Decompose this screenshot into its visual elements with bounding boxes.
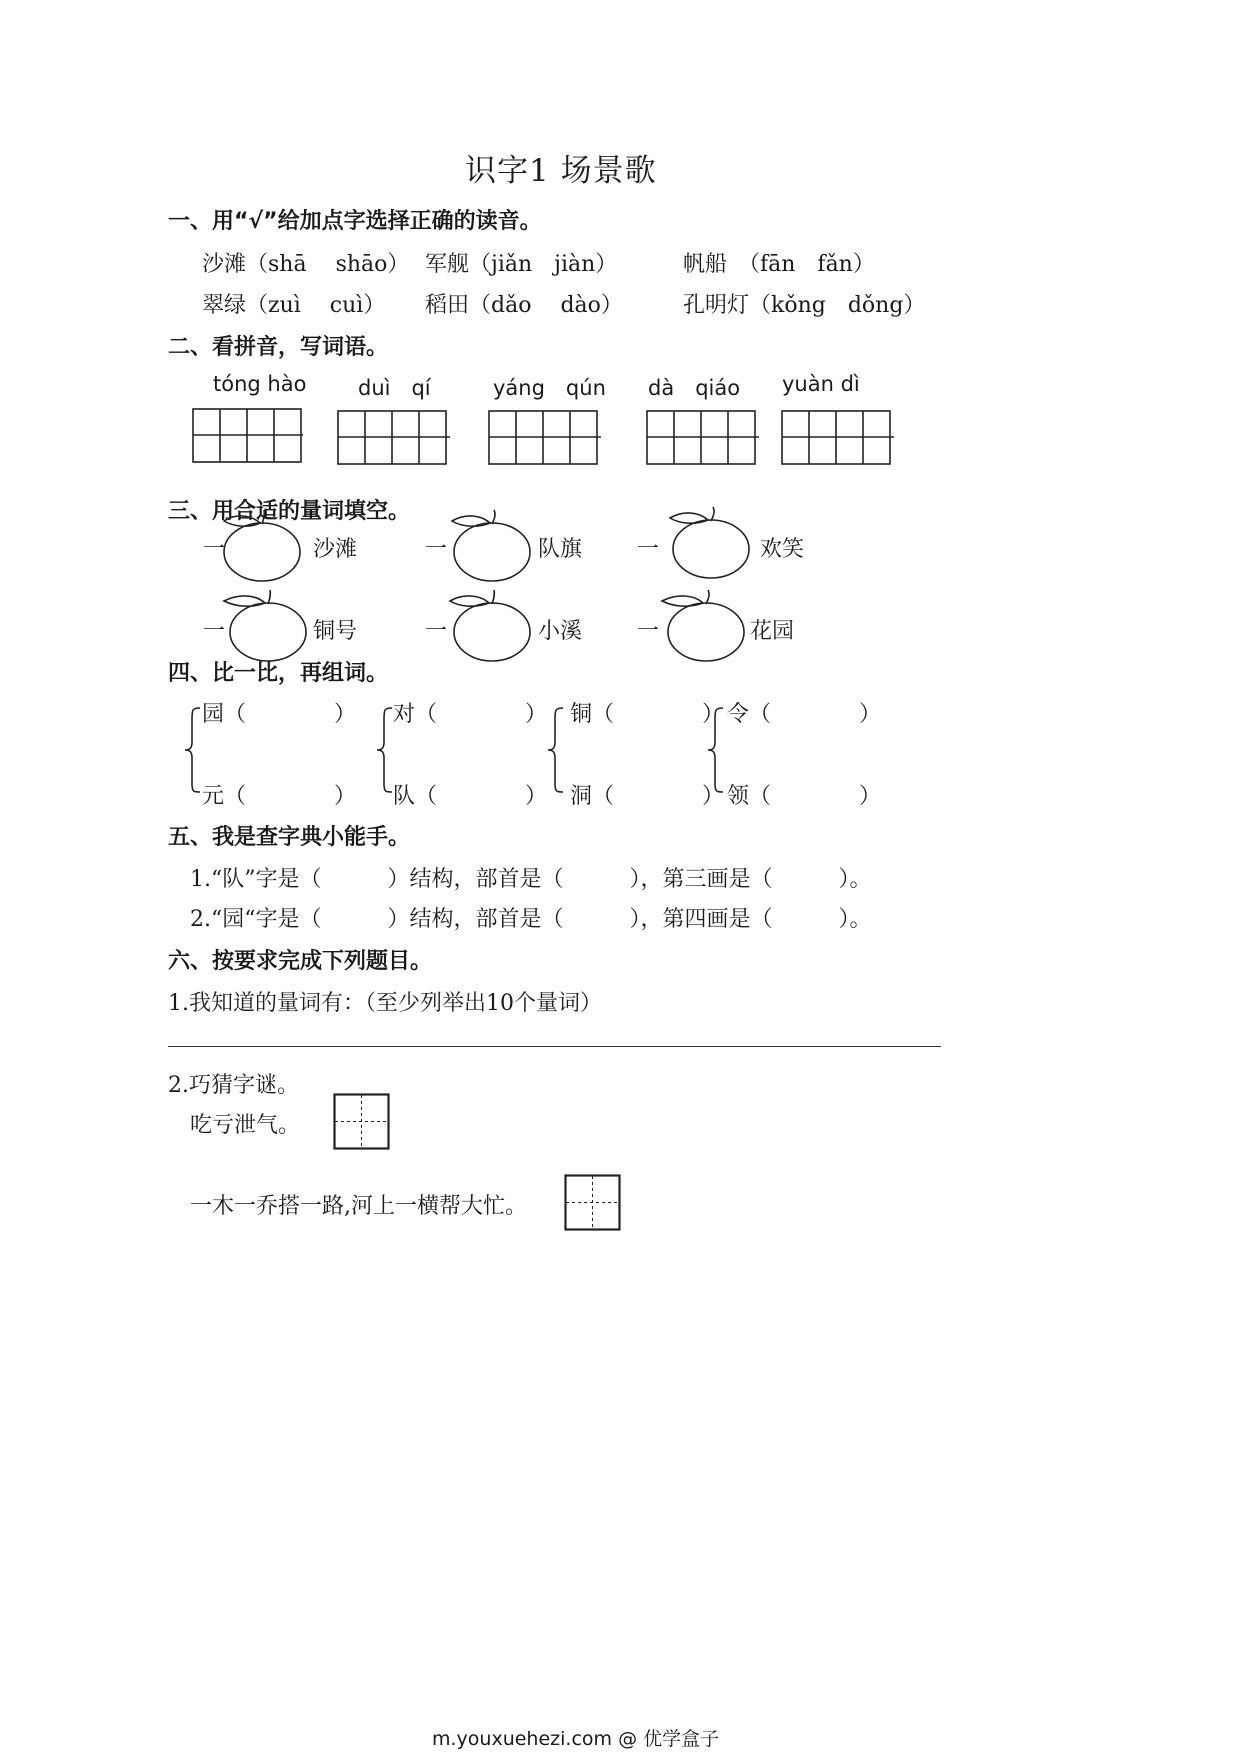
measure-noun-6: 花园 bbox=[750, 619, 795, 644]
measure-noun-5: 小溪 bbox=[538, 619, 583, 644]
riddle-answer-box-2[interactable] bbox=[564, 1174, 622, 1232]
pinyin-4: dà qiáo bbox=[648, 376, 741, 400]
answer-line[interactable] bbox=[168, 1046, 941, 1047]
writing-grid-2[interactable] bbox=[337, 410, 451, 466]
apple-blank-6[interactable] bbox=[648, 588, 748, 664]
page-title: 识字1 场景歌 bbox=[465, 153, 657, 189]
brace-1 bbox=[182, 700, 204, 800]
measure-noun-2: 队旗 bbox=[538, 537, 583, 562]
section-3-heading: 三、用合适的量词填空。 bbox=[168, 499, 411, 524]
writing-grid-5[interactable] bbox=[781, 410, 895, 466]
section-6-heading: 六、按要求完成下列题目。 bbox=[168, 949, 433, 974]
measure-prefix: 一 bbox=[425, 537, 448, 562]
apple-blank-2[interactable] bbox=[446, 508, 536, 584]
reading-choice-6[interactable]: 孔明灯（kǒng dǒng） bbox=[683, 293, 926, 318]
pinyin-1: tóng hào bbox=[213, 372, 307, 396]
compare-word-1a[interactable]: 园（ ） bbox=[202, 702, 357, 727]
writing-grid-4[interactable] bbox=[646, 410, 760, 466]
dictionary-question-2[interactable]: 2.“园“字是（ ）结构，部首是（ ），第四画是（ ）。 bbox=[190, 907, 872, 932]
measure-noun-1: 沙滩 bbox=[313, 537, 358, 562]
reading-choice-3[interactable]: 帆船 （fān fǎn） bbox=[683, 252, 875, 277]
measure-prefix: 一 bbox=[203, 537, 226, 562]
measure-word-question: 1.我知道的量词有：（至少列举出10个量词） bbox=[168, 991, 602, 1016]
apple-blank-1[interactable] bbox=[220, 508, 310, 584]
reading-choice-1[interactable]: 沙滩（shā shāo） bbox=[202, 252, 410, 277]
compare-word-3a[interactable]: 铜（ ） bbox=[570, 702, 725, 727]
brace-3 bbox=[545, 700, 567, 800]
footer-watermark: m.youxuehezi.com @ 优学盒子 bbox=[432, 1728, 720, 1750]
apple-blank-4[interactable] bbox=[210, 588, 310, 664]
compare-word-4b[interactable]: 领（ ） bbox=[727, 784, 882, 809]
measure-prefix: 一 bbox=[203, 619, 226, 644]
riddle-answer-box-1[interactable] bbox=[333, 1093, 391, 1151]
reading-choice-4[interactable]: 翠绿（zuì cuì） bbox=[202, 293, 386, 318]
measure-prefix: 一 bbox=[637, 619, 660, 644]
writing-grid-3[interactable] bbox=[488, 410, 602, 466]
riddle-2: 一木一乔搭一路,河上一横帮大忙。 bbox=[190, 1194, 527, 1219]
reading-choice-5[interactable]: 稻田（dǎo dào） bbox=[425, 293, 623, 318]
apple-blank-5[interactable] bbox=[440, 588, 536, 664]
compare-word-3b[interactable]: 洞（ ） bbox=[570, 784, 725, 809]
measure-prefix: 一 bbox=[637, 537, 660, 562]
section-2-heading: 二、看拼音，写词语。 bbox=[168, 335, 389, 360]
compare-word-2b[interactable]: 队（ ） bbox=[393, 784, 548, 809]
measure-noun-4: 铜号 bbox=[313, 619, 358, 644]
riddle-question: 2.巧猜字谜。 bbox=[168, 1073, 299, 1098]
reading-choice-2[interactable]: 军舰（jiǎn jiàn） bbox=[425, 252, 618, 277]
compare-word-4a[interactable]: 令（ ） bbox=[727, 702, 882, 727]
measure-prefix: 一 bbox=[425, 619, 448, 644]
riddle-1: 吃亏泄气。 bbox=[190, 1113, 301, 1138]
pinyin-2: duì qí bbox=[358, 376, 431, 400]
pinyin-5: yuàn dì bbox=[782, 372, 860, 396]
pinyin-3: yáng qún bbox=[493, 376, 606, 400]
apple-blank-3[interactable] bbox=[656, 506, 756, 582]
brace-4 bbox=[705, 700, 727, 800]
section-4-heading: 四、比一比，再组词。 bbox=[168, 661, 389, 686]
compare-word-2a[interactable]: 对（ ） bbox=[393, 702, 548, 727]
dictionary-question-1[interactable]: 1.“队”字是（ ）结构，部首是（ ），第三画是（ ）。 bbox=[190, 867, 872, 892]
section-5-heading: 五、我是查字典小能手。 bbox=[168, 825, 411, 850]
compare-word-1b[interactable]: 元（ ） bbox=[202, 784, 357, 809]
writing-grid-1[interactable] bbox=[192, 408, 304, 464]
section-1-heading: 一、用“√”给加点字选择正确的读音。 bbox=[168, 209, 542, 234]
measure-noun-3: 欢笑 bbox=[760, 537, 805, 562]
